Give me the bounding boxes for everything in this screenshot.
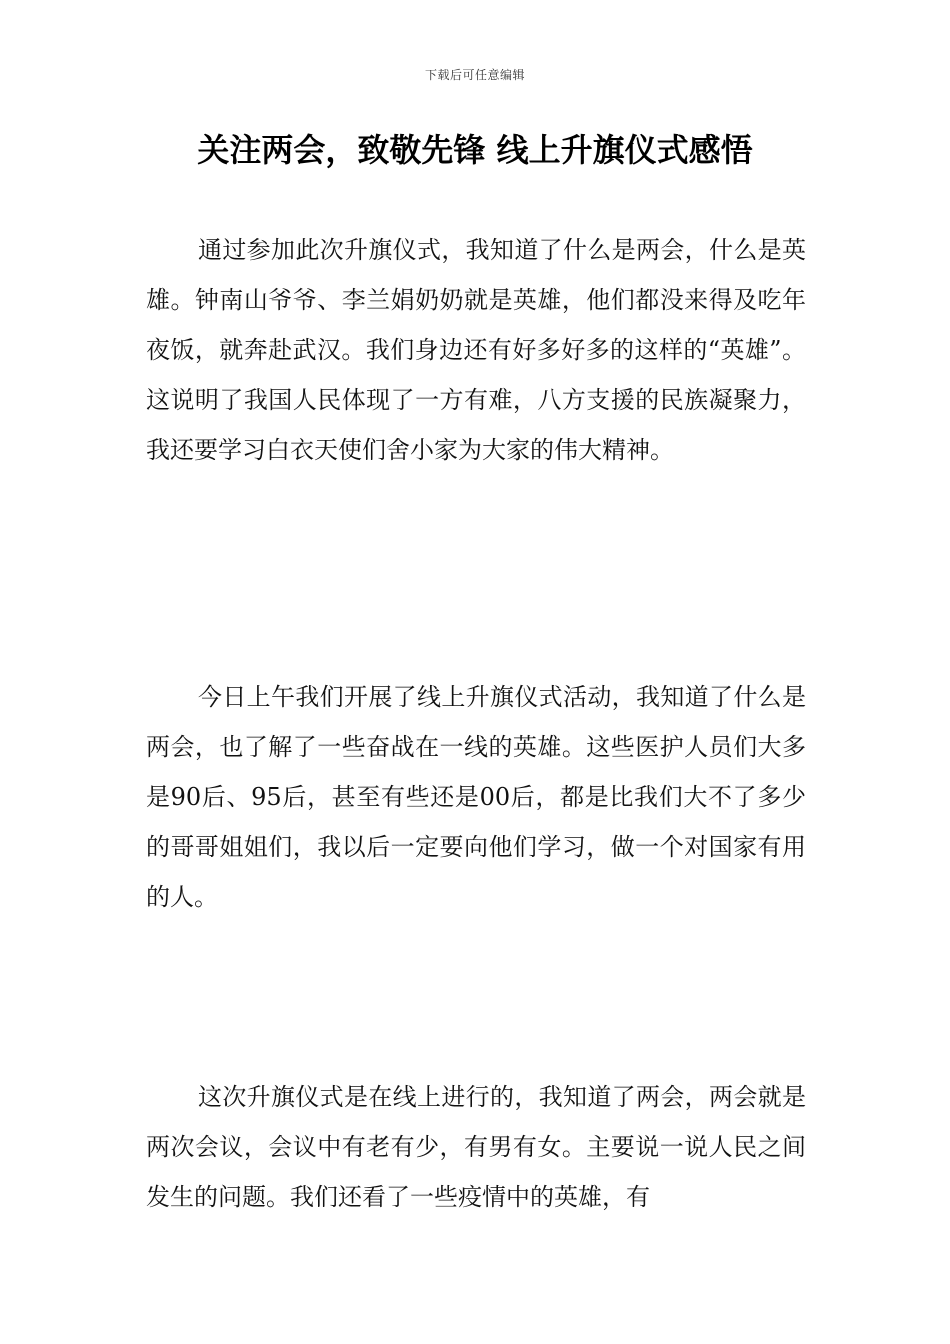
paragraph-3: 这次升旗仪式是在线上进行的，我知道了两会，两会就是两次会议，会议中有老有少，有男有女。主要说一说人民之间发生的问题。我们还看了一些疫情中的英雄，有 bbox=[146, 1083, 806, 1211]
paragraph-2: 今日上午我们开展了线上升旗仪式活动，我知道了什么是两会，也了解了一些奋战在一线的英雄。这些医护人员们大多是90后、95后，甚至有些还是00后，都是比我们大不了多少的哥哥姐姐们，我以后一定要向他们学习，做一个对国家有用的人。 bbox=[146, 683, 806, 911]
header-note: 下载后可任意编辑 bbox=[424, 68, 525, 82]
paragraph-1: 通过参加此次升旗仪式，我知道了什么是两会，什么是英雄。钟南山爷爷、李兰娟奶奶就是英雄，他们都没来得及吃年夜饭，就奔赴武汉。我们身边还有好多好多的这样的“英雄”。这说明了我国人民体现了一方有难，八方支援的民族凝聚力，我还要学习白衣天使们舍小家为大家的伟大精神。 bbox=[146, 236, 806, 464]
document-title: 关注两会，致敬先锋 线上升旗仪式感悟 bbox=[197, 131, 753, 169]
